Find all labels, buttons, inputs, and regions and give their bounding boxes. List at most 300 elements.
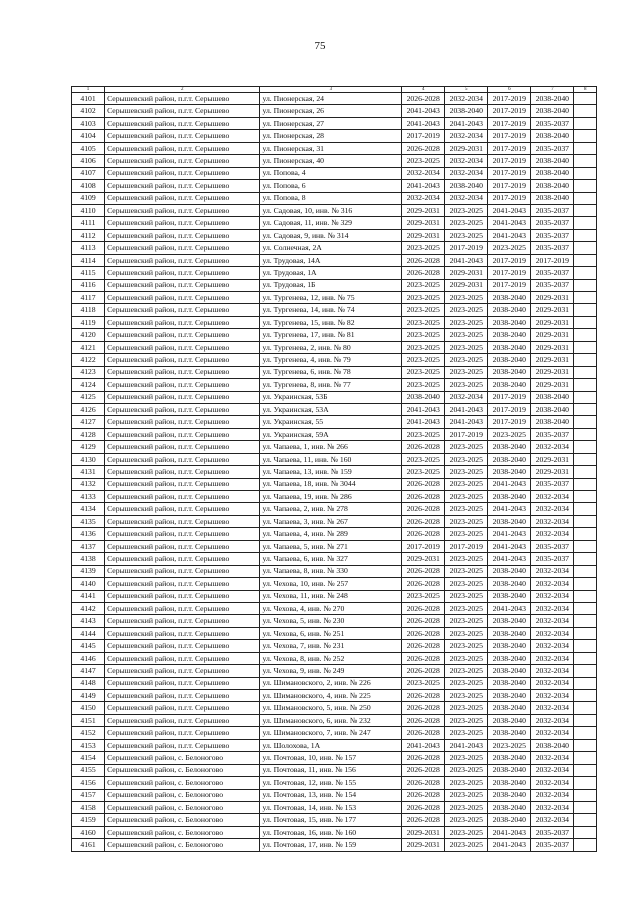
table-row	[72, 491, 597, 503]
period-cell: 2041-2043	[488, 602, 531, 614]
row-number: 4108	[72, 180, 105, 192]
row-number: 4121	[72, 341, 105, 353]
table-row	[72, 341, 597, 353]
period-cell: 2029-2031	[531, 304, 574, 316]
row-number: 4105	[72, 142, 105, 154]
period-cell: 2038-2040	[488, 379, 531, 391]
district-cell: Серышевский район, п.г.т. Серышево	[105, 590, 260, 602]
district-cell: Серышевский район, п.г.т. Серышево	[105, 627, 260, 639]
address-cell: ул. Чапаева, 3, инв. № 267	[260, 515, 402, 527]
district-cell: Серышевский район, п.г.т. Серышево	[105, 366, 260, 378]
period-cell: 2023-2025	[445, 627, 488, 639]
period-cell: 2032-2034	[445, 167, 488, 179]
note-cell	[574, 578, 597, 590]
note-cell	[574, 155, 597, 167]
period-cell: 2032-2034	[445, 130, 488, 142]
note-cell	[574, 714, 597, 726]
period-cell: 2023-2025	[402, 453, 445, 465]
address-cell: ул. Тургенева, 2, инв. № 80	[260, 341, 402, 353]
period-cell: 2038-2040	[488, 578, 531, 590]
note-cell	[574, 515, 597, 527]
period-cell: 2017-2019	[402, 540, 445, 552]
district-cell: Серышевский район, п.г.т. Серышево	[105, 341, 260, 353]
period-cell: 2041-2043	[488, 839, 531, 851]
row-number: 4156	[72, 777, 105, 789]
period-cell: 2041-2043	[445, 117, 488, 129]
period-cell: 2038-2040	[488, 590, 531, 602]
period-cell: 2026-2028	[402, 515, 445, 527]
address-cell: ул. Садовая, 11, инв. № 329	[260, 217, 402, 229]
period-cell: 2029-2031	[402, 553, 445, 565]
period-cell: 2038-2040	[531, 391, 574, 403]
district-cell: Серышевский район, п.г.т. Серышево	[105, 204, 260, 216]
period-cell: 2023-2025	[488, 242, 531, 254]
note-cell	[574, 403, 597, 415]
district-cell: Серышевский район, с. Белоногово	[105, 839, 260, 851]
address-cell: ул. Почтовая, 16, инв. № 160	[260, 826, 402, 838]
note-cell	[574, 627, 597, 639]
period-cell: 2029-2031	[402, 217, 445, 229]
note-cell	[574, 826, 597, 838]
period-cell: 2038-2040	[488, 341, 531, 353]
period-cell: 2038-2040	[445, 180, 488, 192]
period-cell: 2026-2028	[402, 441, 445, 453]
table-row	[72, 142, 597, 154]
period-cell: 2032-2034	[531, 764, 574, 776]
period-cell: 2023-2025	[445, 839, 488, 851]
period-cell: 2038-2040	[488, 714, 531, 726]
table-row	[72, 627, 597, 639]
row-number: 4112	[72, 229, 105, 241]
period-cell: 2041-2043	[445, 739, 488, 751]
district-cell: Серышевский район, п.г.т. Серышево	[105, 528, 260, 540]
period-cell: 2026-2028	[402, 578, 445, 590]
column-number: 6	[488, 87, 531, 93]
period-cell: 2035-2037	[531, 217, 574, 229]
district-cell: Серышевский район, п.г.т. Серышево	[105, 304, 260, 316]
address-cell: ул. Почтовая, 10, инв. № 157	[260, 752, 402, 764]
period-cell: 2038-2040	[531, 739, 574, 751]
period-cell: 2035-2037	[531, 117, 574, 129]
period-cell: 2023-2025	[402, 466, 445, 478]
period-cell: 2026-2028	[402, 615, 445, 627]
period-cell: 2023-2025	[402, 304, 445, 316]
district-cell: Серышевский район, с. Белоногово	[105, 801, 260, 813]
address-cell: ул. Пионерская, 28	[260, 130, 402, 142]
period-cell: 2038-2040	[488, 366, 531, 378]
address-cell: ул. Трудовая, 1А	[260, 267, 402, 279]
period-cell: 2038-2040	[488, 690, 531, 702]
period-cell: 2038-2040	[531, 167, 574, 179]
period-cell: 2023-2025	[488, 428, 531, 440]
address-cell: ул. Чехова, 6, инв. № 251	[260, 627, 402, 639]
register-table	[71, 86, 597, 852]
note-cell	[574, 553, 597, 565]
period-cell: 2032-2034	[531, 602, 574, 614]
row-number: 4134	[72, 503, 105, 515]
period-cell: 2017-2019	[445, 428, 488, 440]
note-cell	[574, 379, 597, 391]
period-cell: 2029-2031	[531, 466, 574, 478]
period-cell: 2041-2043	[402, 416, 445, 428]
period-cell: 2023-2025	[445, 652, 488, 664]
address-cell: ул. Украинская, 55	[260, 416, 402, 428]
period-cell: 2023-2025	[445, 441, 488, 453]
table-row	[72, 739, 597, 751]
period-cell: 2026-2028	[402, 801, 445, 813]
table-row	[72, 615, 597, 627]
note-cell	[574, 690, 597, 702]
period-cell: 2038-2040	[488, 466, 531, 478]
period-cell: 2029-2031	[402, 229, 445, 241]
note-cell	[574, 354, 597, 366]
period-cell: 2023-2025	[445, 366, 488, 378]
period-cell: 2023-2025	[445, 229, 488, 241]
note-cell	[574, 590, 597, 602]
period-cell: 2017-2019	[488, 105, 531, 117]
table-row	[72, 229, 597, 241]
table-row	[72, 217, 597, 229]
address-cell: ул. Попова, 8	[260, 192, 402, 204]
table-row	[72, 279, 597, 291]
period-cell: 2038-2040	[531, 105, 574, 117]
period-cell: 2032-2034	[531, 652, 574, 664]
period-cell: 2029-2031	[531, 341, 574, 353]
row-number: 4150	[72, 702, 105, 714]
address-cell: ул. Украинская, 53Б	[260, 391, 402, 403]
period-cell: 2038-2040	[488, 354, 531, 366]
district-cell: Серышевский район, п.г.т. Серышево	[105, 565, 260, 577]
period-cell: 2023-2025	[445, 204, 488, 216]
row-number: 4161	[72, 839, 105, 851]
district-cell: Серышевский район, п.г.т. Серышево	[105, 602, 260, 614]
period-cell: 2029-2031	[531, 329, 574, 341]
period-cell: 2035-2037	[531, 540, 574, 552]
table-row	[72, 379, 597, 391]
note-cell	[574, 130, 597, 142]
district-cell: Серышевский район, п.г.т. Серышево	[105, 491, 260, 503]
row-number: 4125	[72, 391, 105, 403]
district-cell: Серышевский район, п.г.т. Серышево	[105, 242, 260, 254]
table-row	[72, 801, 597, 813]
period-cell: 2017-2019	[488, 416, 531, 428]
period-cell: 2017-2019	[402, 130, 445, 142]
period-cell: 2029-2031	[402, 204, 445, 216]
table-row	[72, 316, 597, 328]
table-row	[72, 242, 597, 254]
district-cell: Серышевский район, п.г.т. Серышево	[105, 403, 260, 415]
address-cell: ул. Садовая, 9, инв. № 314	[260, 229, 402, 241]
note-cell	[574, 491, 597, 503]
period-cell: 2023-2025	[445, 615, 488, 627]
address-cell: ул. Тургенева, 17, инв. № 81	[260, 329, 402, 341]
district-cell: Серышевский район, п.г.т. Серышево	[105, 690, 260, 702]
row-number: 4129	[72, 441, 105, 453]
table-row	[72, 515, 597, 527]
district-cell: Серышевский район, п.г.т. Серышево	[105, 379, 260, 391]
address-cell: ул. Пионерская, 27	[260, 117, 402, 129]
district-cell: Серышевский район, п.г.т. Серышево	[105, 478, 260, 490]
period-cell: 2038-2040	[488, 515, 531, 527]
period-cell: 2032-2034	[531, 627, 574, 639]
district-cell: Серышевский район, п.г.т. Серышево	[105, 453, 260, 465]
period-cell: 2023-2025	[445, 640, 488, 652]
period-cell: 2023-2025	[445, 789, 488, 801]
period-cell: 2038-2040	[531, 155, 574, 167]
row-number: 4155	[72, 764, 105, 776]
period-cell: 2041-2043	[445, 254, 488, 266]
period-cell: 2032-2034	[531, 665, 574, 677]
row-number: 4160	[72, 826, 105, 838]
period-cell: 2017-2019	[488, 391, 531, 403]
row-number: 4103	[72, 117, 105, 129]
row-number: 4122	[72, 354, 105, 366]
period-cell: 2023-2025	[402, 590, 445, 602]
period-cell: 2029-2031	[531, 379, 574, 391]
district-cell: Серышевский район, п.г.т. Серышево	[105, 540, 260, 552]
address-cell: ул. Садовая, 10, инв. № 316	[260, 204, 402, 216]
table-row	[72, 690, 597, 702]
period-cell: 2032-2034	[402, 167, 445, 179]
row-number: 4131	[72, 466, 105, 478]
period-cell: 2023-2025	[445, 602, 488, 614]
period-cell: 2041-2043	[488, 826, 531, 838]
address-cell: ул. Чапаева, 5, инв. № 271	[260, 540, 402, 552]
period-cell: 2026-2028	[402, 602, 445, 614]
table-row	[72, 714, 597, 726]
district-cell: Серышевский район, п.г.т. Серышево	[105, 714, 260, 726]
period-cell: 2038-2040	[402, 391, 445, 403]
address-cell: ул. Трудовая, 14А	[260, 254, 402, 266]
district-cell: Серышевский район, п.г.т. Серышево	[105, 155, 260, 167]
row-number: 4136	[72, 528, 105, 540]
address-cell: ул. Пионерская, 24	[260, 93, 402, 105]
row-number: 4138	[72, 553, 105, 565]
period-cell: 2032-2034	[531, 578, 574, 590]
column-number: 2	[105, 87, 260, 93]
district-cell: Серышевский район, п.г.т. Серышево	[105, 279, 260, 291]
period-cell: 2035-2037	[531, 142, 574, 154]
row-number: 4110	[72, 204, 105, 216]
period-cell: 2023-2025	[445, 565, 488, 577]
address-cell: ул. Тургенева, 12, инв. № 75	[260, 292, 402, 304]
district-cell: Серышевский район, п.г.т. Серышево	[105, 93, 260, 105]
note-cell	[574, 105, 597, 117]
note-cell	[574, 441, 597, 453]
period-cell: 2029-2031	[445, 142, 488, 154]
table-row	[72, 167, 597, 179]
note-cell	[574, 453, 597, 465]
period-cell: 2032-2034	[531, 789, 574, 801]
period-cell: 2023-2025	[402, 366, 445, 378]
period-cell: 2023-2025	[402, 316, 445, 328]
period-cell: 2023-2025	[445, 714, 488, 726]
period-cell: 2017-2019	[531, 254, 574, 266]
note-cell	[574, 727, 597, 739]
note-cell	[574, 180, 597, 192]
period-cell: 2032-2034	[531, 491, 574, 503]
period-cell: 2017-2019	[488, 117, 531, 129]
note-cell	[574, 677, 597, 689]
address-cell: ул. Тургенева, 14, инв. № 74	[260, 304, 402, 316]
note-cell	[574, 478, 597, 490]
period-cell: 2032-2034	[531, 777, 574, 789]
note-cell	[574, 217, 597, 229]
table-row	[72, 789, 597, 801]
table-row	[72, 665, 597, 677]
row-number: 4127	[72, 416, 105, 428]
table-row	[72, 180, 597, 192]
period-cell: 2038-2040	[531, 130, 574, 142]
table-row	[72, 155, 597, 167]
row-number: 4120	[72, 329, 105, 341]
table-row	[72, 441, 597, 453]
table-row	[72, 105, 597, 117]
district-cell: Серышевский район, п.г.т. Серышево	[105, 441, 260, 453]
period-cell: 2041-2043	[445, 403, 488, 415]
table-row	[72, 466, 597, 478]
period-cell: 2029-2031	[531, 354, 574, 366]
period-cell: 2032-2034	[402, 192, 445, 204]
row-number: 4139	[72, 565, 105, 577]
address-cell: ул. Чехова, 5, инв. № 230	[260, 615, 402, 627]
period-cell: 2032-2034	[531, 714, 574, 726]
address-cell: ул. Чапаева, 6, инв. № 327	[260, 553, 402, 565]
period-cell: 2023-2025	[445, 677, 488, 689]
period-cell: 2017-2019	[488, 167, 531, 179]
period-cell: 2017-2019	[488, 155, 531, 167]
address-cell: ул. Пионерская, 40	[260, 155, 402, 167]
period-cell: 2026-2028	[402, 814, 445, 826]
row-number: 4116	[72, 279, 105, 291]
note-cell	[574, 254, 597, 266]
row-number: 4154	[72, 752, 105, 764]
row-number: 4101	[72, 93, 105, 105]
district-cell: Серышевский район, п.г.т. Серышево	[105, 167, 260, 179]
period-cell: 2017-2019	[488, 279, 531, 291]
note-cell	[574, 739, 597, 751]
district-cell: Серышевский район, п.г.т. Серышево	[105, 652, 260, 664]
address-cell: ул. Чехова, 7, инв. № 231	[260, 640, 402, 652]
column-number: 7	[531, 87, 574, 93]
note-cell	[574, 341, 597, 353]
period-cell: 2038-2040	[531, 192, 574, 204]
period-cell: 2038-2040	[531, 416, 574, 428]
district-cell: Серышевский район, п.г.т. Серышево	[105, 739, 260, 751]
address-cell: ул. Чехова, 11, инв. № 248	[260, 590, 402, 602]
period-cell: 2038-2040	[488, 801, 531, 813]
row-number: 4118	[72, 304, 105, 316]
table-row	[72, 540, 597, 552]
table-row	[72, 590, 597, 602]
row-number: 4152	[72, 727, 105, 739]
period-cell: 2038-2040	[488, 814, 531, 826]
period-cell: 2023-2025	[445, 354, 488, 366]
period-cell: 2026-2028	[402, 142, 445, 154]
period-cell: 2038-2040	[488, 441, 531, 453]
period-cell: 2026-2028	[402, 267, 445, 279]
address-cell: ул. Почтовая, 17, инв. № 159	[260, 839, 402, 851]
row-number: 4158	[72, 801, 105, 813]
period-cell: 2017-2019	[445, 540, 488, 552]
period-cell: 2038-2040	[488, 565, 531, 577]
table-row	[72, 677, 597, 689]
row-number: 4113	[72, 242, 105, 254]
note-cell	[574, 652, 597, 664]
period-cell: 2041-2043	[402, 105, 445, 117]
period-cell: 2023-2025	[445, 515, 488, 527]
address-cell: ул. Чапаева, 4, инв. № 289	[260, 528, 402, 540]
table-row	[72, 727, 597, 739]
address-cell: ул. Почтовая, 15, инв. № 177	[260, 814, 402, 826]
note-cell	[574, 229, 597, 241]
period-cell: 2035-2037	[531, 839, 574, 851]
row-number: 4135	[72, 515, 105, 527]
period-cell: 2038-2040	[488, 752, 531, 764]
period-cell: 2023-2025	[445, 329, 488, 341]
note-cell	[574, 142, 597, 154]
address-cell: ул. Почтовая, 12, инв. № 155	[260, 777, 402, 789]
district-cell: Серышевский район, п.г.т. Серышево	[105, 229, 260, 241]
district-cell: Серышевский район, п.г.т. Серышево	[105, 329, 260, 341]
row-number: 4157	[72, 789, 105, 801]
row-number: 4123	[72, 366, 105, 378]
period-cell: 2026-2028	[402, 528, 445, 540]
table-row	[72, 478, 597, 490]
row-number: 4137	[72, 540, 105, 552]
district-cell: Серышевский район, с. Белоногово	[105, 777, 260, 789]
table-row	[72, 93, 597, 105]
row-number: 4149	[72, 690, 105, 702]
period-cell: 2026-2028	[402, 789, 445, 801]
table-body	[72, 93, 597, 852]
address-cell: ул. Шимановского, 5, инв. № 250	[260, 702, 402, 714]
period-cell: 2023-2025	[445, 578, 488, 590]
row-number: 4106	[72, 155, 105, 167]
period-cell: 2026-2028	[402, 491, 445, 503]
row-number: 4119	[72, 316, 105, 328]
period-cell: 2041-2043	[488, 229, 531, 241]
period-cell: 2023-2025	[402, 242, 445, 254]
note-cell	[574, 752, 597, 764]
table-row	[72, 640, 597, 652]
row-number: 4132	[72, 478, 105, 490]
period-cell: 2041-2043	[402, 117, 445, 129]
address-cell: ул. Трудовая, 1Б	[260, 279, 402, 291]
period-cell: 2023-2025	[445, 727, 488, 739]
address-cell: ул. Чапаева, 11, инв. № 160	[260, 453, 402, 465]
period-cell: 2038-2040	[488, 640, 531, 652]
row-number: 4142	[72, 602, 105, 614]
period-cell: 2023-2025	[445, 752, 488, 764]
district-cell: Серышевский район, п.г.т. Серышево	[105, 292, 260, 304]
period-cell: 2038-2040	[488, 329, 531, 341]
period-cell: 2029-2031	[531, 292, 574, 304]
period-cell: 2032-2034	[531, 801, 574, 813]
period-cell: 2041-2043	[488, 217, 531, 229]
district-cell: Серышевский район, с. Белоногово	[105, 814, 260, 826]
row-number: 4141	[72, 590, 105, 602]
period-cell: 2035-2037	[531, 229, 574, 241]
period-cell: 2023-2025	[445, 826, 488, 838]
table-row	[72, 292, 597, 304]
period-cell: 2035-2037	[531, 826, 574, 838]
period-cell: 2023-2025	[402, 677, 445, 689]
period-cell: 2035-2037	[531, 242, 574, 254]
period-cell: 2038-2040	[488, 316, 531, 328]
period-cell: 2026-2028	[402, 640, 445, 652]
table-row	[72, 204, 597, 216]
